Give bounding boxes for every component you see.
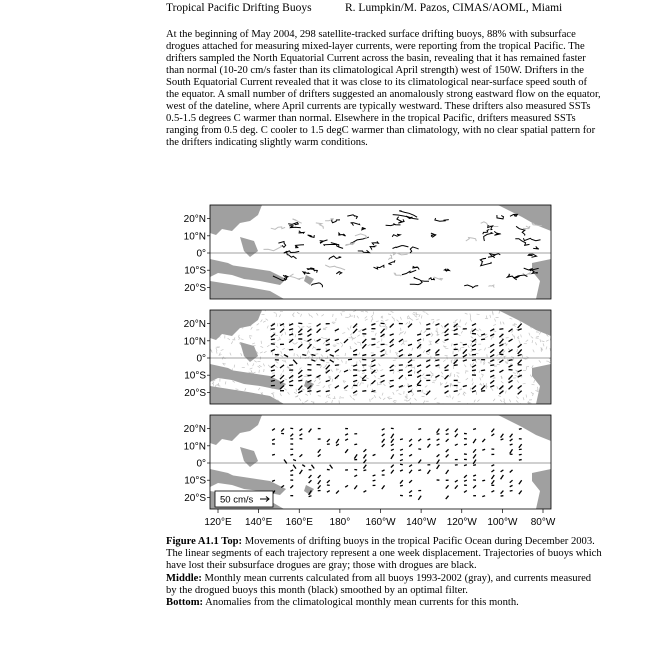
current-vector — [472, 360, 476, 361]
lat-label: 20°N — [183, 214, 206, 226]
lat-label: 10°S — [184, 475, 206, 487]
current-vector — [446, 434, 449, 435]
current-vector — [390, 370, 394, 371]
current-vector — [454, 344, 458, 345]
lat-label: 20°N — [183, 319, 206, 331]
lat-label: 20°S — [184, 492, 206, 504]
lon-label: 100°W — [487, 517, 518, 528]
current-vector — [362, 370, 366, 371]
lat-label: 20°S — [184, 282, 206, 294]
lat-label: 10°N — [183, 231, 206, 243]
current-vector — [472, 370, 476, 371]
lat-label: 0° — [196, 353, 206, 365]
current-vector — [390, 380, 394, 381]
current-vector — [400, 485, 403, 486]
lon-label: 140°W — [406, 517, 437, 528]
figure-svg — [168, 204, 568, 532]
current-vector — [454, 391, 458, 392]
scale-box — [215, 491, 273, 507]
current-vector — [510, 491, 513, 492]
current-vector — [311, 355, 315, 356]
current-vector — [454, 365, 458, 366]
current-vector — [473, 465, 476, 466]
lat-label: 20°S — [184, 387, 206, 399]
current-vector — [271, 370, 275, 371]
current-vector — [271, 329, 275, 330]
current-vector — [482, 480, 485, 481]
current-vector — [464, 444, 467, 445]
lat-label: 20°N — [183, 424, 206, 436]
current-vector — [302, 355, 306, 356]
caption-bottom-text: Anomalies from the climatological monthly mean currents for this month. — [203, 597, 519, 609]
current-vector — [464, 465, 467, 466]
figure — [168, 204, 568, 537]
caption-middle-text: Monthly mean currents calculated from all buoys 1993-2002 (gray), and currents measured by the drogued buoys this month (black) smoothed by an optimal filter. — [166, 572, 592, 596]
current-vector — [510, 444, 513, 445]
current-vector — [298, 334, 302, 335]
lat-label: 10°N — [183, 441, 206, 453]
lon-label: 120°W — [446, 517, 477, 528]
lon-label: 80°W — [530, 517, 556, 528]
current-vector — [490, 365, 494, 366]
current-vector — [400, 439, 403, 440]
current-vector — [307, 391, 311, 392]
lat-label: 10°S — [184, 265, 206, 277]
current-vector — [272, 454, 275, 455]
map-background — [210, 310, 551, 404]
current-vector — [501, 439, 504, 440]
caption-top — [166, 536, 602, 573]
current-vector — [289, 365, 293, 366]
caption-middle-label: Middle: — [166, 572, 202, 584]
lat-label: 10°N — [183, 336, 206, 348]
lon-label: 160°W — [365, 517, 396, 528]
current-vector — [408, 365, 412, 366]
figure-caption — [166, 536, 602, 609]
current-vector — [519, 460, 522, 461]
current-vector — [435, 355, 439, 356]
current-vector — [271, 339, 275, 340]
current-vector — [519, 429, 522, 430]
caption-middle — [166, 573, 602, 597]
body-paragraph: At the beginning of May 2004, 298 satellite-tracked surface drifting buoys, 88% with subsurface drogues attached for measuring mixed-layer currents, were reporting from the tropical Pacific. The drifters sampled the North Equatorial Current across the basin, revealing that it has remained faster than normal (10-20 cm/s faster than its climatological April strength) west of 150W. Drifters in the South Equatorial Current revealed that it was close to its climatological near-surface speed south of the equator. A small number of drifters suggested an anomalously strong eastward flow on the equator, west of the dateline, where April currents are typically westward. These drifters also measured SSTs 0.5-1.5 degrees C warmer than normal. Elsewhere in the tropical Pacific, drifters measured SSTs ranging from 0.5 deg. C cooler to 1.5 degC warmer than climatology, with no clear spatial pattern for the drifters indicating slightly warm conditions. — [166, 29, 601, 148]
lon-label: 140°E — [244, 517, 273, 528]
map-panel-middle — [184, 308, 552, 407]
scale-label: 50 cm/s — [220, 494, 254, 506]
current-vector — [463, 344, 467, 345]
lon-label: 160°E — [285, 517, 313, 528]
current-vector — [326, 391, 330, 392]
current-vector — [373, 475, 376, 476]
caption-top-label: Figure A1.1 Top: — [166, 536, 243, 547]
current-vector — [481, 370, 485, 371]
current-vector — [353, 375, 357, 376]
caption-bottom-label: Bottom: — [166, 597, 204, 609]
current-vector — [371, 344, 375, 345]
lon-label: 120°E — [204, 517, 232, 528]
body-text — [166, 29, 602, 149]
current-vector — [354, 444, 357, 445]
current-vector — [298, 380, 302, 381]
current-vector — [335, 365, 339, 366]
current-vector — [326, 344, 330, 345]
current-vector — [435, 360, 439, 361]
lat-label: 0° — [196, 248, 206, 260]
current-vector — [362, 391, 366, 392]
lon-label: 180° — [329, 517, 351, 528]
current-vector — [271, 380, 275, 381]
current-vector — [418, 429, 421, 430]
caption-bottom — [166, 597, 602, 609]
current-vector — [400, 454, 403, 455]
lat-label: 10°S — [184, 370, 206, 382]
current-vector — [363, 470, 366, 471]
map-panel-top — [184, 205, 551, 299]
header-authors: R. Lumpkin/M. Pazos, CIMAS/AOML, Miami — [345, 2, 563, 14]
current-vector — [307, 375, 311, 376]
lat-label: 0° — [196, 458, 206, 470]
map-background — [210, 205, 551, 299]
current-vector — [373, 480, 376, 481]
current-vector — [290, 454, 293, 455]
current-vector — [509, 360, 513, 361]
header-title: Tropical Pacific Drifting Buoys — [166, 2, 312, 14]
current-vector — [418, 470, 421, 471]
current-vector — [481, 339, 485, 340]
caption-top-text: Movements of drifting buoys in the tropical Pacific Ocean during December 2003. The linear segments of each trajectory represent a one week displacement. Trajectories of buoys which have lost their subsurface drogues are gray; those with drogues are black. — [166, 536, 602, 572]
current-vector — [473, 429, 476, 430]
page-header — [166, 2, 563, 14]
